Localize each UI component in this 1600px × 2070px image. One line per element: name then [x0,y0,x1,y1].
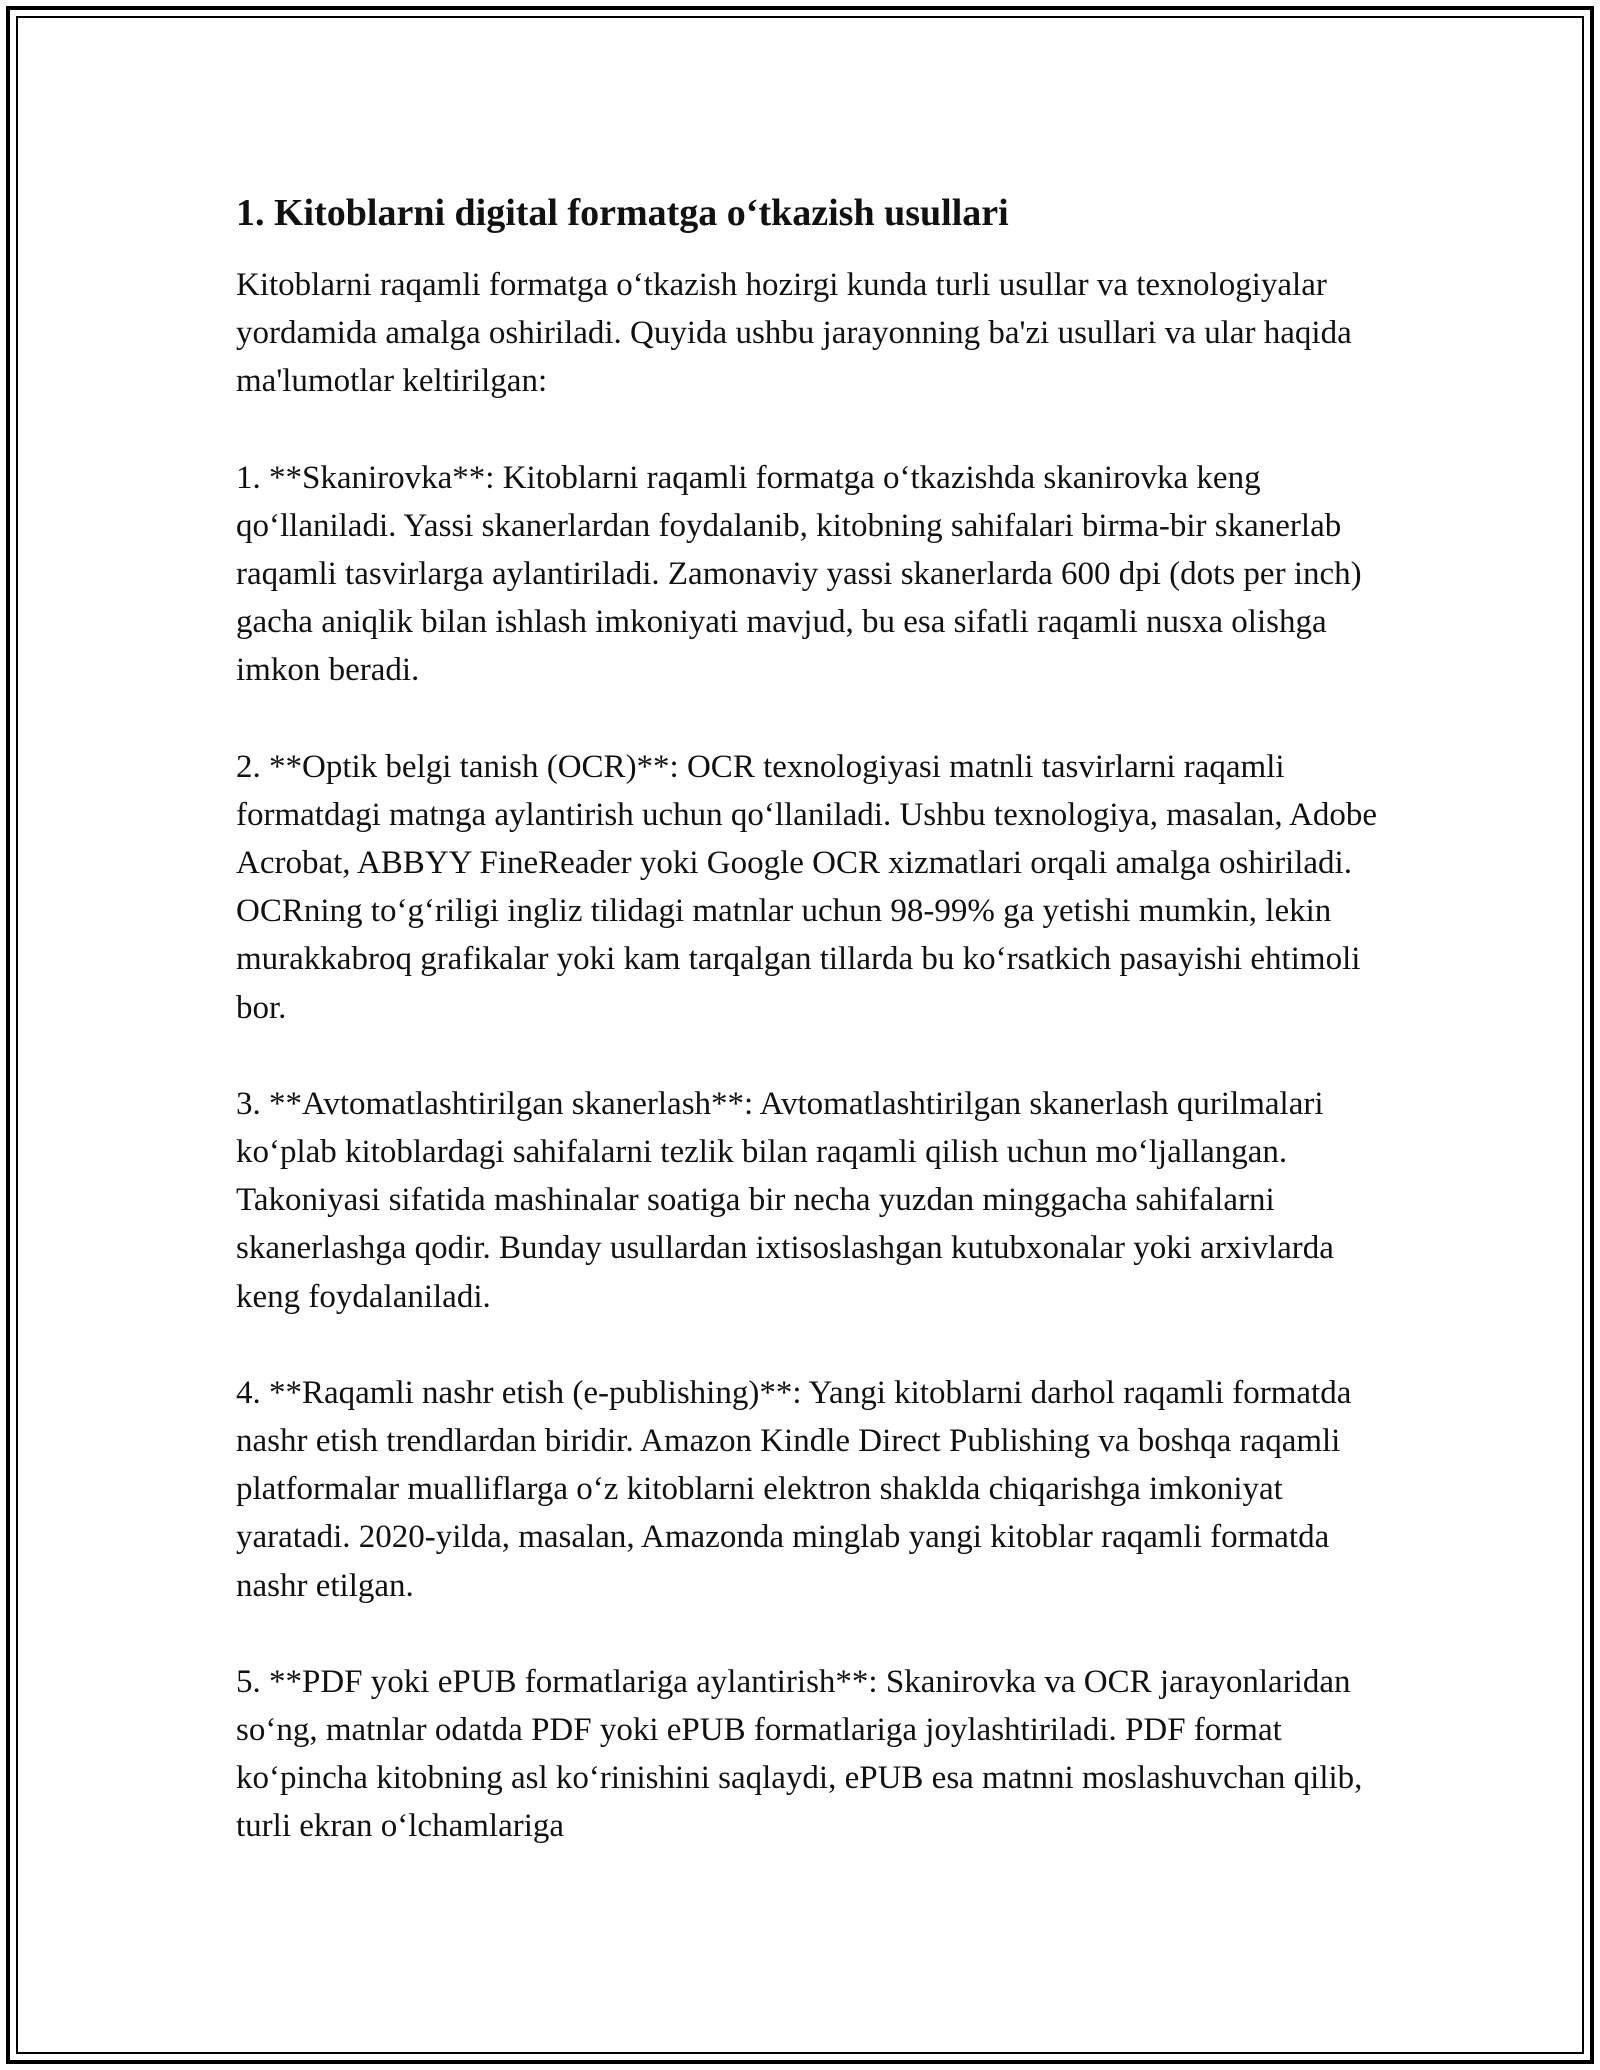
paragraph-intro: Kitoblarni raqamli formatga o‘tkazish hozirgi kunda turli usullar va texnologiyalar yordamida amalga oshiriladi. Quyida ushbu jarayonning ba'zi usullari va ular haqida ma'lumotlar keltirilgan: [236,267,1352,400]
document-title: 1. Kitoblarni digital formatga o‘tkazish usullari [236,192,1009,234]
document-body [236,185,1396,1899]
paragraph-ocr: 2. **Optik belgi tanish (OCR)**: OCR texnologiyasi matnli tasvirlarni raqamli formatdagi matnga aylantirish uchun qo‘llaniladi. Ushbu texnologiya, masalan, Adobe Acrobat, ABBYY FineReader yoki Google OCR xizmatlari orqali amalga oshiriladi. OCRning to‘g‘riligi ingliz tilidagi matnlar uchun 98-99% ga yetishi mumkin, lekin murakkabroq grafikalar yoki kam tarqalgan tillarda bu ko‘rsatkich pasayishi ehtimoli bor. [236,748,1377,1026]
paragraph-pdf-epub: 5. **PDF yoki ePUB formatlariga aylantirish**: Skanirovka va OCR jarayonlaridan so‘ng, matnlar odatda PDF yoki ePUB formatlariga joylashtiriladi. PDF format ko‘pincha kitobning asl ko‘rinishini saqlaydi, ePUB esa matnni moslashuvchan qilib, turli ekran o‘lchamlariga [236,1663,1363,1845]
paragraph-skanirovka: 1. **Skanirovka**: Kitoblarni raqamli formatga o‘tkazishda skanirovka keng qo‘llaniladi. Yassi skanerlardan foydalanib, kitobning sahifalari birma-bir skanerlab raqamli tasvirlarga aylantiriladi. Zamonaviy yassi skanerlarda 600 dpi (dots per inch) gacha aniqlik bilan ishlash imkoniyati mavjud, bu esa sifatli raqamli nusxa olishga imkon beradi. [236,459,1362,689]
paragraph-avtomatlashtirilgan: 3. **Avtomatlashtirilgan skanerlash**: Avtomatlashtirilgan skanerlash qurilmalari ko‘plab kitoblardagi sahifalarni tezlik bilan raqamli qilish uchun mo‘ljallangan. Takoniyasi sifatida mashinalar soatiga bir necha yuzdan minggacha sahifalarni skanerlashga qodir. Bunday usullardan ixtisoslashgan kutubxonalar yoki arxivlarda keng foydalaniladi. [236,1085,1334,1315]
paragraph-e-publishing: 4. **Raqamli nashr etish (e-publishing)**: Yangi kitoblarni darhol raqamli formatda nashr etish trendlardan biridir. Amazon Kindle Direct Publishing va boshqa raqamli platformalar mualliflarga o‘z kitoblarni elektron shakldа chiqarishga imkoniyat yaratadi. 2020-yilda, masalan, Amazonda minglab yangi kitoblar raqamli formatda nashr etilgan. [236,1374,1352,1604]
